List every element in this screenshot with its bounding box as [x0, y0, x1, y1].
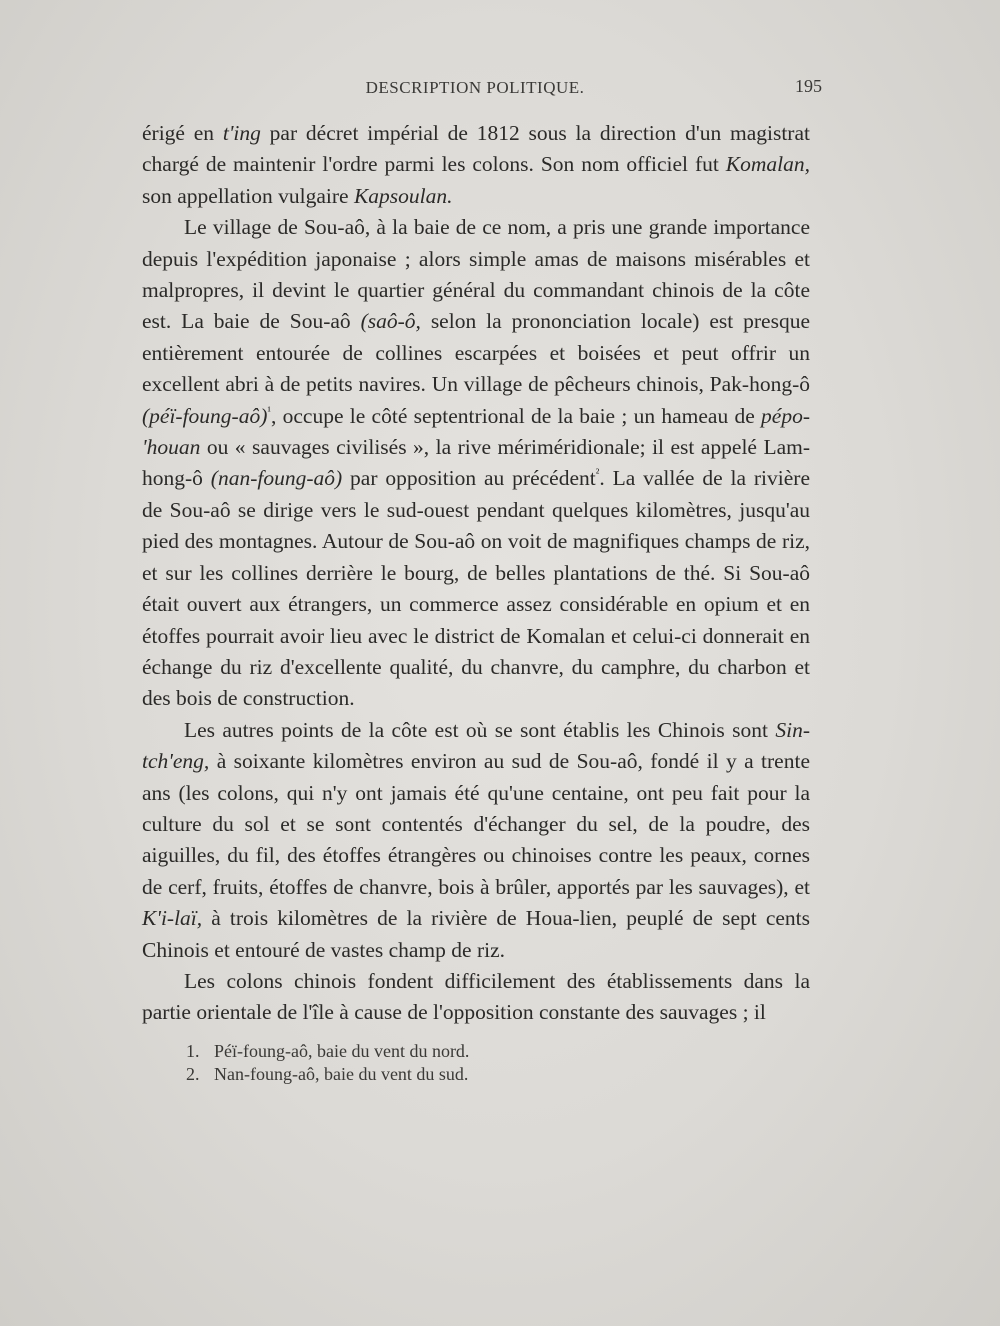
italic-term: Komalan, [725, 152, 810, 177]
footnote [186, 1040, 786, 1063]
paragraph [142, 715, 810, 966]
italic-term: pépo-'houan [142, 403, 810, 460]
text-run: à soixante kilomètres environ au sud de Sou-aô, fondé il y a trente ans (les colons, qui n'y ont jamais été qu'une centaine, ont peu fait pour la culture du sol et se sont contentés d'échanger du sel, de la poudre, des aiguilles, du fil, des étoffes étrangères ou chinoises contre les peaux, cornes de cerf, fruits, étoffes de chanvre, bois à brûler, apportés par les sauvages), et [142, 749, 810, 899]
italic-term: (péï-foung-aô) [142, 403, 268, 428]
text-run: son appellation vulgaire [142, 183, 354, 208]
text-run: à trois kilomètres de la rivière de Houa-lien, peuplé de sept cents Chinois et entouré de vastes champ de riz. [142, 906, 810, 962]
running-head [140, 76, 822, 108]
page-number: 195 [795, 76, 822, 96]
footnote [186, 1063, 786, 1086]
italic-term: t'ing [222, 121, 261, 145]
footnote-ref: ¹ [267, 403, 271, 418]
italic-term: (nan-foung-aô) [210, 466, 343, 491]
italic-term: K'i-laï, [142, 906, 203, 931]
footnote-number: 1. [186, 1041, 200, 1061]
text-run: Les colons chinois fondent difficilement des établissements dans la partie orientale de l'île à cause de l'opposition constante des sauvages ; il [142, 968, 810, 1025]
paragraph [142, 966, 810, 1029]
paragraph [142, 212, 810, 715]
text-run: . La vallée de la rivière de Sou-aô se dirige vers le sud-ouest pendant quelques kilomètres, jusqu'au pied des montagnes. Autour de Sou-aô on voit de magnifiques champs de riz, et sur les collines derrière le bourg, de belles plantations de thé. Si Sou-aô était ouvert aux étrangers, un commerce assez considérable en opium et en étoffes pourrait avoir lieu avec le district de Komalan et celui-ci donnerait en échange du riz d'excellente qualité, du chanvre, du camphre, du charbon et des bois de construction. [142, 466, 810, 711]
text-run: ou « sauvages civilisés », la rive mériméridionale; il est appelé Lam-hong-ô [142, 435, 810, 491]
text-run: érigé en [142, 121, 223, 145]
footnotes [186, 1040, 786, 1086]
italic-term: Kapsoulan. [353, 183, 453, 208]
text-run: Les autres points de la côte est où se sont établis les Chinois sont [184, 717, 776, 742]
text-run: par opposition au précédent [342, 466, 596, 491]
running-title: DESCRIPTION POLITIQUE. [365, 78, 585, 97]
text-run: Le village de Sou-aô, à la baie de ce nom, a pris une grande importance depuis l'expédition japonaise ; alors simple amas de maisons misérables et malpropres, il devint le quartier général du commandant chinois de la côte est. La baie de Sou-aô [142, 215, 810, 334]
text-run: , occupe le côté septentrional de la baie ; un hameau de [271, 403, 762, 428]
text-run: par décret impérial de 1812 sous la direction d'un magistrat chargé de maintenir l'ordre parmi les colons. Son nom officiel fut [142, 121, 810, 177]
footnote-text: Nan-foung-aô, baie du vent du sud. [214, 1064, 469, 1084]
footnote-ref: ² [595, 466, 600, 481]
footnote-number: 2. [186, 1064, 200, 1084]
paragraph [142, 118, 810, 212]
body-text [142, 118, 810, 1029]
footnote-text: Péï-foung-aô, baie du vent du nord. [214, 1041, 470, 1061]
italic-term: (saô-ô, [360, 309, 421, 334]
text-run: selon la prononciation locale) est presque entièrement entourée de collines escarpées et boisées et peut offrir un excellent abri à de petits navires. Un village de pêcheurs chinois, Pak-hong-ô [142, 309, 810, 397]
italic-term: Sintch'eng, [142, 717, 810, 774]
